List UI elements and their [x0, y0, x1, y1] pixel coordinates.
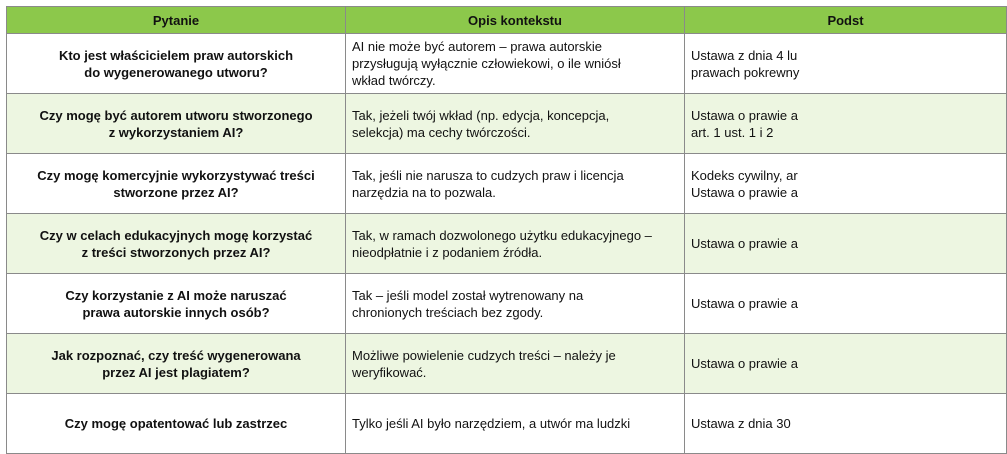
context-cell [346, 334, 685, 394]
legal-basis-cell-line: Ustawa o prawie a [691, 356, 798, 371]
question-cell-line: Jak rozpoznać, czy treść wygenerowana [51, 347, 301, 363]
question-cell-line: Czy korzystanie z AI może naruszać [65, 287, 287, 303]
header-pytanie: Pytanie [7, 7, 346, 34]
legal-basis-cell [685, 94, 1007, 154]
context-cell [346, 274, 685, 334]
context-cell-line: AI nie może być autorem – prawa autorskie [352, 39, 603, 54]
context-cell-line: Tylko jeśli AI było narzędziem, a utwór ma ludzki [352, 416, 631, 431]
question-cell-line: z wykorzystaniem AI? [108, 124, 244, 140]
question-cell-line: z treści stworzonych przez AI? [81, 244, 271, 260]
legal-basis-cell [685, 334, 1007, 394]
legal-basis-cell [685, 214, 1007, 274]
question-cell-line: przez AI jest plagiatem? [102, 364, 250, 380]
question-cell-line: Czy mogę opatentować lub zastrzec [64, 416, 288, 431]
legal-basis-cell-line: Kodeks cywilny, ar [691, 167, 798, 183]
context-cell-line: Tak – jeśli model został wytrenowany na [352, 287, 584, 303]
context-cell-line: przysługują wyłącznie człowiekowi, o ile wniósł [352, 56, 621, 71]
context-cell [346, 214, 685, 274]
context-cell-line: narzędzia na to pozwala. [352, 184, 496, 200]
header-row [7, 7, 1007, 34]
context-cell-line: Tak, jeśli nie narusza to cudzych praw i licencja [352, 167, 624, 183]
context-cell-line: chronionych treściach bez zgody. [352, 304, 544, 320]
question-cell [7, 94, 346, 154]
question-cell [7, 394, 346, 454]
header-opis-kontekstu: Opis kontekstu [346, 7, 685, 34]
question-cell [7, 154, 346, 214]
context-cell-line: selekcja) ma cechy twórczości. [352, 124, 531, 140]
question-cell-line: Czy mogę komercyjnie wykorzystywać treści [37, 167, 315, 183]
ai-copyright-table [6, 6, 1007, 454]
question-cell-line: Czy mogę być autorem utworu stworzonego [39, 107, 313, 123]
table-row [7, 34, 1007, 94]
table-body [7, 34, 1007, 454]
context-cell [346, 94, 685, 154]
question-cell-line: prawa autorskie innych osób? [82, 304, 270, 320]
legal-basis-cell-line: Ustawa z dnia 30 [691, 416, 791, 431]
legal-basis-cell-line: Ustawa o prawie a [691, 107, 798, 123]
legal-basis-cell-line: Ustawa o prawie a [691, 184, 798, 200]
context-cell [346, 154, 685, 214]
table-row [7, 274, 1007, 334]
legal-basis-cell-line: Ustawa z dnia 4 lu [691, 47, 798, 63]
legal-basis-cell [685, 394, 1007, 454]
table-row [7, 394, 1007, 454]
context-cell-line: weryfikować. [352, 364, 427, 380]
legal-basis-cell-line: art. 1 ust. 1 i 2 [691, 124, 774, 140]
question-cell [7, 334, 346, 394]
question-cell-line: do wygenerowanego utworu? [84, 64, 268, 80]
question-cell [7, 34, 346, 94]
context-cell-line: Tak, jeżeli twój wkład (np. edycja, koncepcja, [352, 107, 610, 123]
table-header [7, 7, 1007, 34]
table-row [7, 94, 1007, 154]
table-row [7, 334, 1007, 394]
legal-basis-cell [685, 274, 1007, 334]
context-cell [346, 34, 685, 94]
table-row [7, 214, 1007, 274]
question-cell [7, 274, 346, 334]
legal-basis-cell-line: Ustawa o prawie a [691, 236, 798, 251]
legal-basis-cell-line: prawach pokrewny [691, 64, 800, 80]
context-cell-line: wkład twórczy. [352, 73, 436, 88]
question-cell-line: Kto jest właścicielem praw autorskich [58, 47, 294, 63]
context-cell-line: nieodpłatnie i z podaniem źródła. [352, 244, 543, 260]
context-cell-line: Możliwe powielenie cudzych treści – należy je [352, 347, 616, 363]
question-cell [7, 214, 346, 274]
header-podstawa: Podst [685, 7, 1007, 34]
legal-basis-cell [685, 34, 1007, 94]
context-cell-line: Tak, w ramach dozwolonego użytku edukacyjnego – [352, 227, 652, 243]
legal-basis-cell-line: Ustawa o prawie a [691, 296, 798, 311]
context-cell [346, 394, 685, 454]
question-cell-line: stworzone przez AI? [113, 184, 239, 200]
legal-basis-cell [685, 154, 1007, 214]
table-row [7, 154, 1007, 214]
question-cell-line: Czy w celach edukacyjnych mogę korzystać [39, 227, 313, 243]
